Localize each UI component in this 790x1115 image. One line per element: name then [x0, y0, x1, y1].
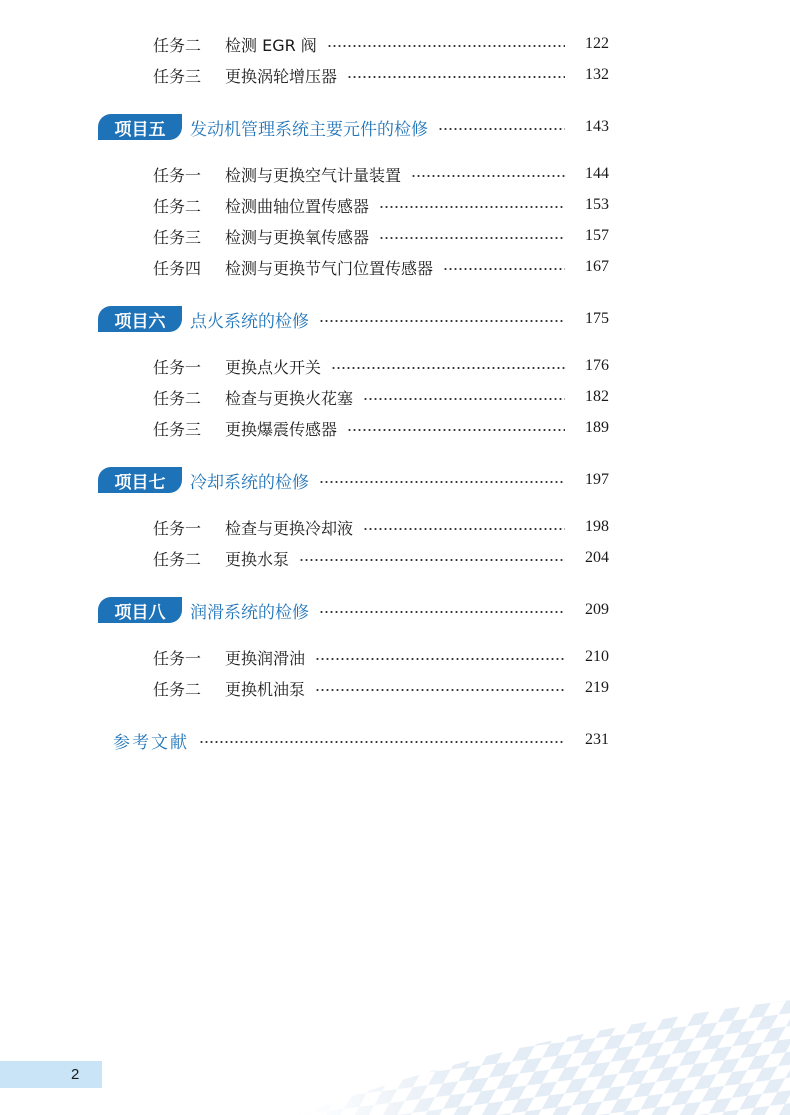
footer-page-number: 2	[71, 1066, 80, 1083]
toc-task-row[interactable]	[153, 192, 609, 218]
task-number: 任务二	[153, 196, 202, 216]
task-number: 任务三	[153, 66, 202, 86]
task-number: 任务二	[153, 35, 202, 55]
dot-leader	[379, 206, 565, 208]
project-title: 润滑系统的检修	[190, 602, 309, 623]
task-title: 检测与更换节气门位置传感器	[225, 258, 434, 278]
page-number: 209	[585, 601, 609, 618]
page-number: 197	[585, 471, 609, 488]
decorative-checker-pattern	[300, 960, 790, 1115]
dot-leader	[299, 559, 565, 561]
task-number: 任务二	[153, 679, 202, 699]
task-number: 任务三	[153, 227, 202, 247]
task-title: 检测与更换空气计量装置	[225, 165, 402, 185]
page-number: 157	[585, 227, 609, 244]
page-number: 189	[585, 419, 609, 436]
toc-project-row[interactable]	[98, 306, 609, 332]
task-title: 检查与更换火花塞	[225, 388, 354, 408]
dot-leader	[315, 658, 565, 660]
toc-task-row[interactable]	[153, 31, 609, 57]
dot-leader	[363, 398, 565, 400]
toc-task-row[interactable]	[153, 384, 609, 410]
page-number: 231	[585, 731, 609, 748]
task-title: 更换爆震传感器	[225, 419, 338, 439]
toc-task-row[interactable]	[153, 545, 609, 571]
task-title: 更换水泵	[225, 549, 290, 569]
page-number: 143	[585, 118, 609, 135]
toc-project-row[interactable]	[98, 467, 609, 493]
page-number: 204	[585, 549, 609, 566]
dot-leader	[443, 268, 565, 270]
page-number: 132	[585, 66, 609, 83]
toc-task-row[interactable]	[153, 675, 609, 701]
project-title: 冷却系统的检修	[190, 472, 309, 493]
page-number-tab	[0, 1061, 102, 1088]
task-number: 任务二	[153, 388, 202, 408]
dot-leader	[347, 76, 565, 78]
project-badge: 项目七	[98, 467, 182, 493]
toc-task-row[interactable]	[153, 514, 609, 540]
page-number: 219	[585, 679, 609, 696]
toc-task-row[interactable]	[153, 161, 609, 187]
page-number: 176	[585, 357, 609, 374]
toc-project-row[interactable]	[98, 597, 609, 623]
page-number: 167	[585, 258, 609, 275]
project-title: 发动机管理系统主要元件的检修	[190, 119, 428, 140]
task-number: 任务三	[153, 419, 202, 439]
task-number: 任务四	[153, 258, 202, 278]
task-title: 检测与更换氧传感器	[225, 227, 370, 247]
toc-task-row[interactable]	[153, 223, 609, 249]
page-number: 122	[585, 35, 609, 52]
dot-leader	[347, 429, 565, 431]
task-number: 任务一	[153, 165, 202, 185]
project-title: 点火系统的检修	[190, 311, 309, 332]
toc-task-row[interactable]	[153, 415, 609, 441]
project-badge: 项目六	[98, 306, 182, 332]
toc-task-row[interactable]	[153, 644, 609, 670]
dot-leader	[331, 367, 565, 369]
dot-leader	[199, 741, 565, 743]
task-number: 任务二	[153, 549, 202, 569]
dot-leader	[379, 237, 565, 239]
toc-references-row[interactable]	[113, 727, 609, 753]
references-title: 参考文献	[113, 732, 189, 753]
task-title: 更换润滑油	[225, 648, 306, 668]
dot-leader	[438, 128, 565, 130]
task-title: 检测 EGR 阀	[225, 35, 317, 55]
page-number: 210	[585, 648, 609, 665]
task-title: 更换机油泵	[225, 679, 306, 699]
page-number: 182	[585, 388, 609, 405]
toc-project-row[interactable]	[98, 114, 609, 140]
dot-leader	[411, 175, 565, 177]
project-badge: 项目五	[98, 114, 182, 140]
dot-leader	[319, 481, 565, 483]
page-number: 175	[585, 310, 609, 327]
toc-task-row[interactable]	[153, 353, 609, 379]
page-number: 198	[585, 518, 609, 535]
toc-task-row[interactable]	[153, 62, 609, 88]
task-number: 任务一	[153, 518, 202, 538]
toc-task-row[interactable]	[153, 254, 609, 280]
page-number: 144	[585, 165, 609, 182]
task-number: 任务一	[153, 648, 202, 668]
task-title: 检查与更换冷却液	[225, 518, 354, 538]
page-number: 153	[585, 196, 609, 213]
dot-leader	[315, 689, 565, 691]
project-badge: 项目八	[98, 597, 182, 623]
dot-leader	[327, 45, 565, 47]
task-title: 检测曲轴位置传感器	[225, 196, 370, 216]
dot-leader	[319, 320, 565, 322]
dot-leader	[319, 611, 565, 613]
task-number: 任务一	[153, 357, 202, 377]
task-title: 更换点火开关	[225, 357, 322, 377]
dot-leader	[363, 528, 565, 530]
task-title: 更换涡轮增压器	[225, 66, 338, 86]
